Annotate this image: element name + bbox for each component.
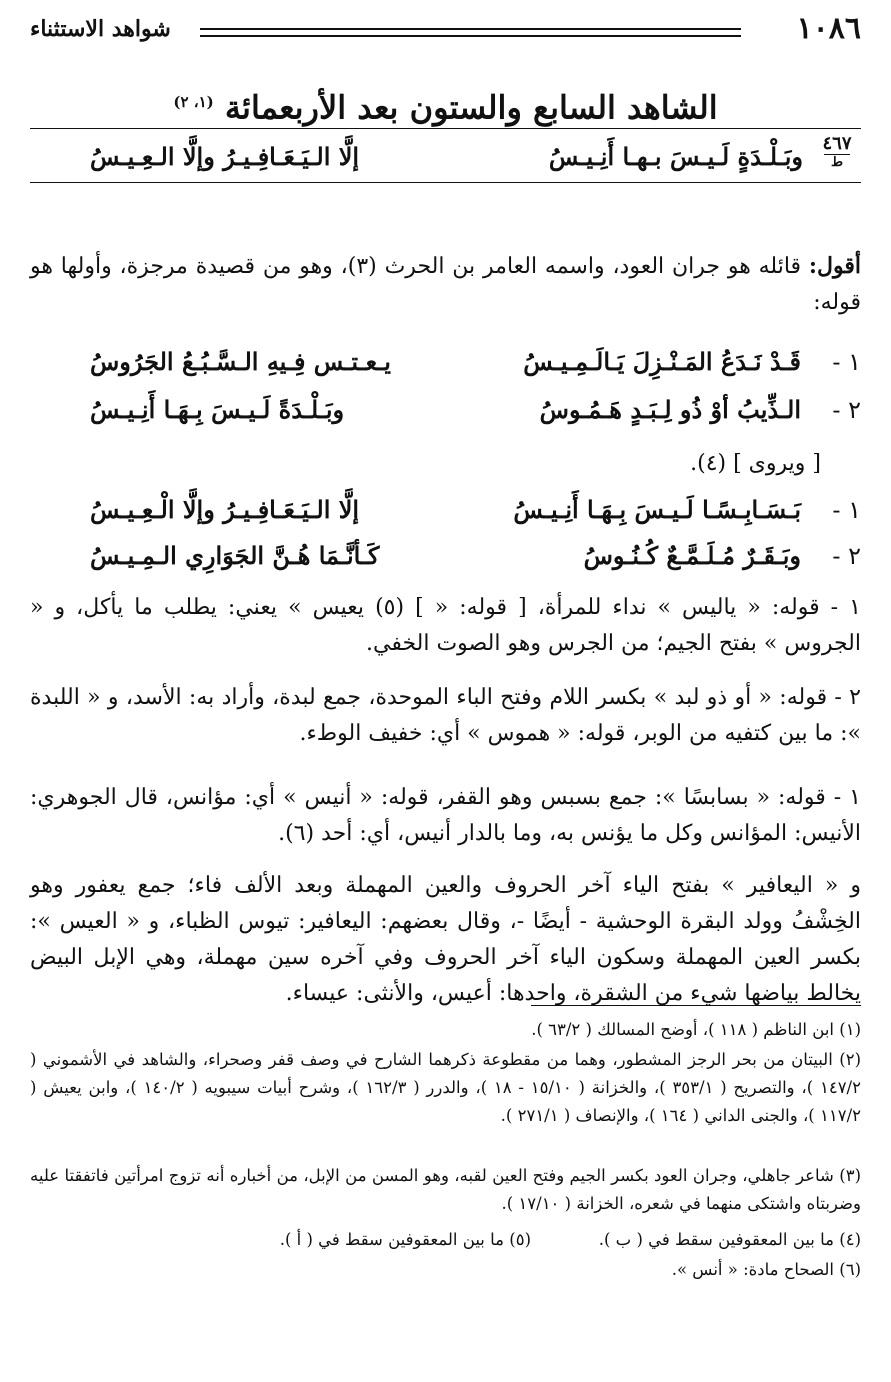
variant-note: [ ويروى ] (٤). — [690, 451, 821, 476]
footnote: (٣) شاعر جاهلي، وجران العود بكسر الجيم وفتح العين لقبه، وهو المسن من الإبل، من أخباره أنه تزوج امرأتين فاتفقتا عليه وضربتاه واشتكى منهما في شعره، الخزانة ( ١٧/١٠ ). — [30, 1166, 861, 1213]
footnote: (٢) البيتان من بحر الرجز المشطور، وهما من مقطوعة ذكرهما الشارح في وصف قفر وصحراء، والشاهد في الأشموني ( ١٤٧/٢ )، والتصريح ( ٣٥٣/١ )، والخزانة ( ١٥/١٠ - ١٨ )، والدرر ( ١٦٢/٣ )، وشرح أبيات سيبويه ( ١٤٠/٢ )، وابن يعيش ( ١١٧/٢ )، والجنى الداني ( ١٦٤ )، والإنصاف ( ٢٧١/١ ). — [30, 1050, 861, 1125]
poem-line — [30, 390, 861, 430]
intro-paragraph — [30, 248, 861, 321]
poem-second-half: وبَـلْـدَةً لَـيـسَ بِـهَـا أَنِـيـسُ — [90, 395, 345, 424]
running-section-title: شواهد الاستثناء — [30, 16, 171, 42]
intro-lead: أقول: — [808, 253, 862, 279]
poem-line — [30, 536, 861, 576]
poem-line-number: ١ - — [832, 348, 861, 376]
poem-first-half: قَـدْ نَـدَعُ المَـنْـزِلَ يَـالَـمِـيـسُ — [523, 347, 801, 376]
poem-line — [30, 342, 861, 382]
poem-first-half: وبَـقَـرٌ مُـلَـمَّـعٌ كُـنُـوسُ — [583, 541, 801, 570]
poem-line — [30, 490, 861, 530]
running-header — [30, 10, 861, 50]
verse-rule-bottom — [30, 182, 861, 183]
footnote: (٥) ما بين المعقوفين سقط في ( أ ). — [279, 1230, 531, 1249]
commentary-paragraph: ١ - قوله: « بسابسًا »: جمع بسبس وهو القفر، قوله: « أنيس » أي: مؤانس، قال الجوهري: الأنيس: المؤانس وكل ما يؤنس به، وما بالدار أنيس، أي: أحد (٦). — [30, 785, 861, 846]
poem-line-number: ١ - — [832, 496, 861, 524]
heading-text: الشاهد السابع والستون بعد الأربعمائة — [224, 88, 718, 127]
poem-second-half: يـعـتـس فِـيهِ الـسَّـبُـعُ الجَرُوسُ — [90, 347, 391, 376]
verse-number — [813, 134, 861, 171]
poem-second-half: كَـأنَّـمَا هُـنَّ الجَوَارِي الـمِـيـسُ — [90, 541, 380, 570]
poem-second-half: إلَّا الـيَـعَـافِـيـرُ وإلَّا الْـعِـيـسُ — [90, 495, 360, 524]
footnote: (٦) الصحاح مادة: « أنس ». — [671, 1260, 861, 1279]
poem-line-number: ٢ - — [832, 396, 861, 424]
heading-note-mark: (١، ٢) — [173, 93, 214, 111]
verse-second-half: إلَّا الـيَـعَـافِـيـرُ وإلَّا الـعِـيـسُ — [90, 142, 360, 171]
verse-rule-top — [30, 128, 861, 129]
footnote: (١) ابن الناظم ( ١١٨ )، أوضح المسالك ( ٦٣/٢ ). — [531, 1020, 861, 1039]
verse-first-half: وبَـلْـدَةٍ لَـيـسَ بـهـا أَنِـيـسُ — [548, 142, 803, 171]
header-rule — [200, 28, 741, 37]
footnote-rule — [531, 1005, 861, 1006]
verse-number-value: ٤٦٧ — [822, 133, 852, 154]
footnote: (٤) ما بين المعقوفين سقط في ( ب ). — [598, 1230, 861, 1249]
poem-line-number: ٢ - — [832, 542, 861, 570]
intro-text: قائله هو جران العود، واسمه العامر بن الحرث (٣)، وهو من قصيدة مرجزة، وأولها هو قوله: — [30, 254, 861, 315]
page-number: ١٠٨٦ — [796, 11, 861, 46]
poem-first-half: الـذِّيبُ أوْ ذُو لِـبَـدٍ هَـمُـوسُ — [539, 395, 801, 424]
commentary-paragraph: ١ - قوله: « ياليس » نداء للمرأة، [ قوله: « ] (٥) يعيس » يعني: يطلب ما يأكل، و « الجروس » بفتح الجيم؛ من الجرس وهو الصوت الخفي. — [30, 595, 861, 656]
commentary-paragraph: ٢ - قوله: « أو ذو لبد » بكسر اللام وفتح الباء الموحدة، جمع لبدة، وأراد به: الأسد، و « اللبدة »: ما بين كتفيه من الوبر، قوله: « هموس » أي: خفيف الوطء. — [30, 685, 861, 746]
verse-number-sub: ط — [824, 154, 850, 171]
page-heading — [30, 80, 861, 130]
commentary-paragraph: و « اليعافير » بفتح الياء آخر الحروف والعين المهملة وبعد الألف فاء؛ جمع يعفور وهو الخِشْفُ وولد البقرة الوحشية - أيضًا -، وقال بعضهم: اليعافير: تيوس الظباء، و « العيس »: بكسر العين المهملة وسكون الياء آخر الحروف وفي آخره سين مهملة، وهي الإبل البيض يخالط بياضها شيء من الشقرة، واحدها: أعيس، والأنثى: عيساء. — [30, 873, 861, 1006]
poem-first-half: بَـسَـابِـسًـا لَـيـسَ بِـهَـا أَنِـيـسُ — [513, 495, 801, 524]
